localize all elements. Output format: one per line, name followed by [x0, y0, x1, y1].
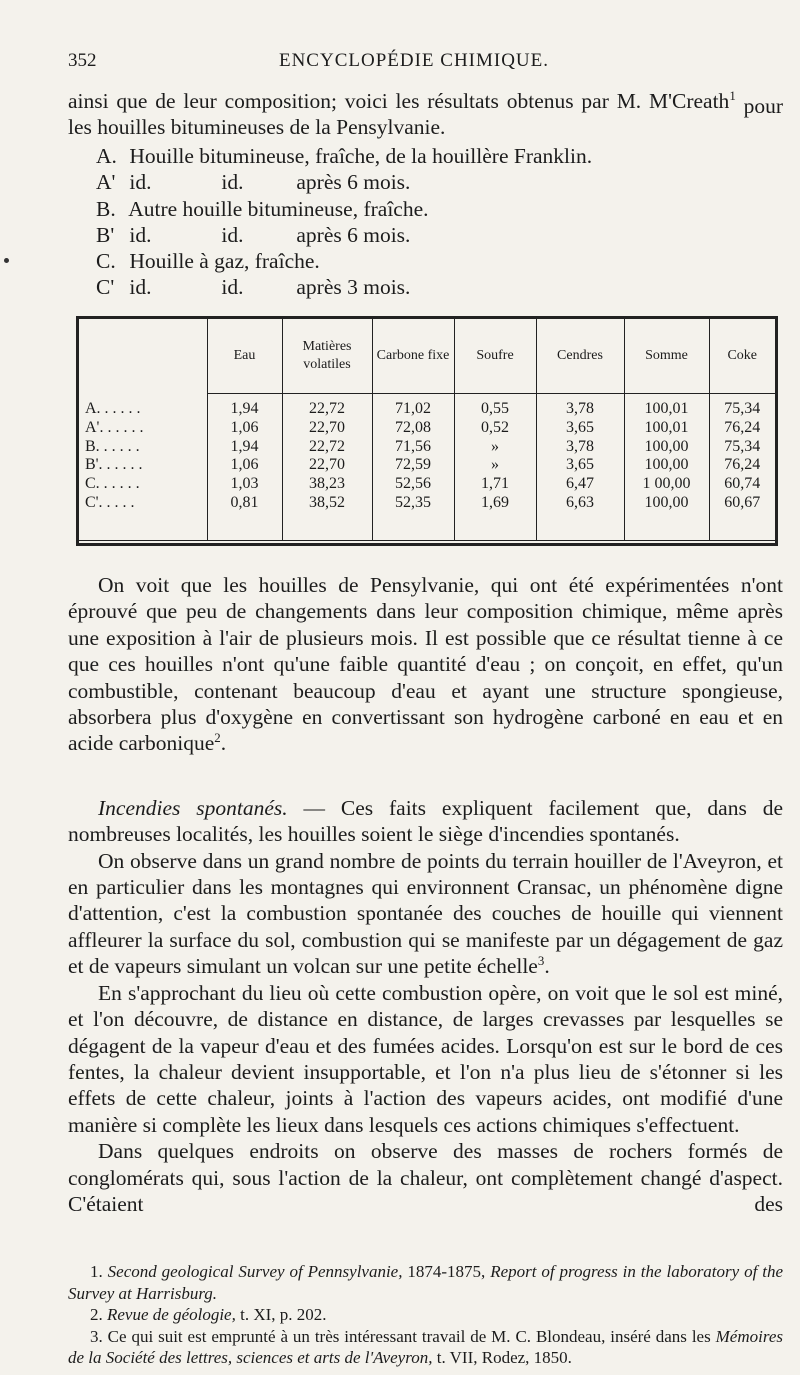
footnote-ref-1: 1 [729, 88, 736, 103]
data-table [79, 319, 775, 541]
footnotes [68, 1261, 783, 1369]
sample-item: C. Houille à gaz, fraîche. [96, 249, 320, 274]
table-cell: 75,34 [709, 438, 775, 457]
table-cell: 72,08 [372, 419, 454, 438]
footnote-3: 3. Ce qui suit est emprunté à un très intéressant travail de M. C. Blondeau, inséré dans les Mémoires de la Société des lettres, sciences et arts de l'Aveyron, t. VII, Rodez, 1850. [68, 1326, 783, 1367]
main-text [68, 572, 783, 1217]
table-cell: 60,74 [709, 475, 775, 494]
table-cell: 52,56 [372, 475, 454, 494]
row-label: A'. . . . . . [85, 418, 144, 436]
header-cell: Matières volatiles [282, 319, 372, 394]
paragraph: On voit que les houilles de Pensylvanie, qui ont été expérimentées n'ont éprouvé que peu de changements dans leur composition chimique, même après une exposition à l'air de plusieurs mois. Il est possible que ce résultat tienne à ce que ces houilles n'ont qu'une faible quantité d'eau ; on conçoit, en effet, qu'un combustible, contenant beaucoup d'eau et ayant une structure spongieuse, absorbera plus d'oxygène en convertissant son hydrogène carboné en eau et en acide carbonique$^2$. [68, 573, 783, 756]
header-cell: Cendres [536, 319, 624, 394]
header-cell: Soufre [454, 319, 536, 394]
composition-table [76, 316, 778, 546]
table-cell: 3,65 [536, 456, 624, 475]
empty-cell [79, 513, 207, 541]
table-cell: 1 00,00 [624, 475, 709, 494]
row-label: C'. . . . . [85, 493, 135, 511]
table-cell: 38,23 [282, 475, 372, 494]
page-number: 352 [68, 50, 97, 71]
sample-item: C' id. id. après 3 mois. [96, 275, 411, 300]
table-header-row [79, 319, 775, 394]
empty-cell [372, 513, 454, 541]
table-cell: 1,03 [207, 475, 282, 494]
paragraph: Incendies spontanés. — Ces faits expliquent facilement que, dans de nombreuses localités, les houilles soient le siège d'incendies spontanés. [68, 795, 783, 847]
intro-line-1: ainsi que de leur composition; voici les résultats obtenus par M. M'Creath [68, 89, 730, 113]
table-row [79, 494, 775, 513]
header-cell [79, 319, 207, 394]
table-cell: 100,01 [624, 419, 709, 438]
intro-paragraph [68, 88, 783, 141]
table-cell: 38,52 [282, 494, 372, 513]
table-cell: 76,24 [709, 419, 775, 438]
section-title: Incendies spontanés. [98, 795, 288, 820]
table-cell: 0,55 [454, 394, 536, 419]
running-head [68, 50, 760, 80]
table-row [79, 456, 775, 475]
table-cell: 1,69 [454, 494, 536, 513]
table-cell: 100,01 [624, 394, 709, 419]
running-title: ENCYCLOPÉDIE CHIMIQUE. [278, 50, 550, 71]
empty-cell [207, 513, 282, 541]
table-cell: 3,65 [536, 419, 624, 438]
row-label: C. . . . . . [85, 475, 140, 493]
intro-line-2: les houilles bitumineuses de la Pensylvanie. [68, 115, 446, 140]
table-cell: 1,94 [207, 394, 282, 419]
table-cell: 71,02 [372, 394, 454, 419]
sample-item: B' id. id. après 6 mois. [96, 222, 411, 247]
table-cell: 22,70 [282, 456, 372, 475]
table-cell: 71,56 [372, 438, 454, 457]
table-filler-row [79, 513, 775, 541]
table-cell: 22,72 [282, 438, 372, 457]
sample-item: B. Autre houille bitumineuse, fraîche. [96, 196, 429, 221]
table-cell: 22,72 [282, 394, 372, 419]
table-cell: 6,47 [536, 475, 624, 494]
footnote-ref-3: 3 [537, 954, 545, 969]
margin-dot [4, 258, 9, 263]
table-cell: 1,06 [207, 419, 282, 438]
table-row [79, 394, 775, 419]
footnote-2: 2. Revue de géologie, t. XI, p. 202. [90, 1305, 327, 1324]
sample-item: A' id. id. après 6 mois. [96, 170, 411, 195]
table-cell: 0,81 [207, 494, 282, 513]
table-cell: 100,00 [624, 438, 709, 457]
table-row [79, 419, 775, 438]
footnote-1: 1. Second geological Survey of Pennsylvanie, 1874-1875, Report of progress in the laboratory of the Survey at Harrisburg. [68, 1262, 783, 1303]
table-cell: 0,52 [454, 419, 536, 438]
sample-item: A. Houille bitumineuse, fraîche, de la houillère Franklin. [96, 144, 593, 168]
table-cell: 1,94 [207, 438, 282, 457]
empty-cell [282, 513, 372, 541]
table-cell: 1,71 [454, 475, 536, 494]
table-cell: 75,34 [709, 394, 775, 419]
header-cell: Somme [624, 319, 709, 394]
table-row [79, 475, 775, 494]
header-cell: Carbone fixe [372, 319, 454, 394]
row-label: A. . . . . . [85, 399, 141, 417]
table-cell: 100,00 [624, 494, 709, 513]
table-cell: 22,70 [282, 419, 372, 438]
empty-cell [624, 513, 709, 541]
row-label: B'. . . . . . [85, 456, 143, 474]
footnote-ref-2: 2 [214, 731, 221, 746]
table-cell: 3,78 [536, 394, 624, 419]
table-cell: 1,06 [207, 456, 282, 475]
table-cell: 52,35 [372, 494, 454, 513]
intro-line-1-end: pour [743, 94, 784, 118]
empty-cell [709, 513, 775, 541]
table-cell: 72,59 [372, 456, 454, 475]
sample-list [96, 143, 592, 301]
table-cell: » [454, 456, 536, 475]
paragraph: Dans quelques endroits on observe des masses de rochers formés de conglomérats qui, sous l'action de la chaleur, ont complètement changé d'aspect. C'étaient des [68, 1139, 783, 1216]
table-cell: 60,67 [709, 494, 775, 513]
table-row [79, 438, 775, 457]
table-cell: » [454, 438, 536, 457]
table-cell: 6,63 [536, 494, 624, 513]
table-cell: 3,78 [536, 438, 624, 457]
table-cell: 76,24 [709, 456, 775, 475]
empty-cell [536, 513, 624, 541]
paragraph: On observe dans un grand nombre de points du terrain houiller de l'Aveyron, et en particulier dans les montagnes qui environnent Cransac, un phénomène digne d'attention, c'est la combustion spontanée des couches de houille qui viennent affleurer la surface du sol, combustion qui se manifeste par un dégagement de gaz et de vapeurs simulant un volcan sur une petite échelle$^3$. [68, 848, 783, 979]
header-cell: Eau [207, 319, 282, 394]
header-cell: Coke [709, 319, 775, 394]
table-cell: 100,00 [624, 456, 709, 475]
row-label: B. . . . . . [85, 437, 140, 455]
paragraph: En s'approchant du lieu où cette combustion opère, on voit que le sol est miné, et l'on découvre, de distance en distance, de larges crevasses par lesquelles se dégagent de la vapeur d'eau et des fumées acides. Lorsqu'on est sur le bord de ces fentes, la chaleur devient insupportable, et l'on n'a plus lieu de s'étonner si les effets de cette chaleur, joints à l'action des vapeurs acides, ont modifié d'une manière si complète les lieux dans lesquels ces actions chimiques s'effectuent. [68, 980, 783, 1137]
empty-cell [454, 513, 536, 541]
